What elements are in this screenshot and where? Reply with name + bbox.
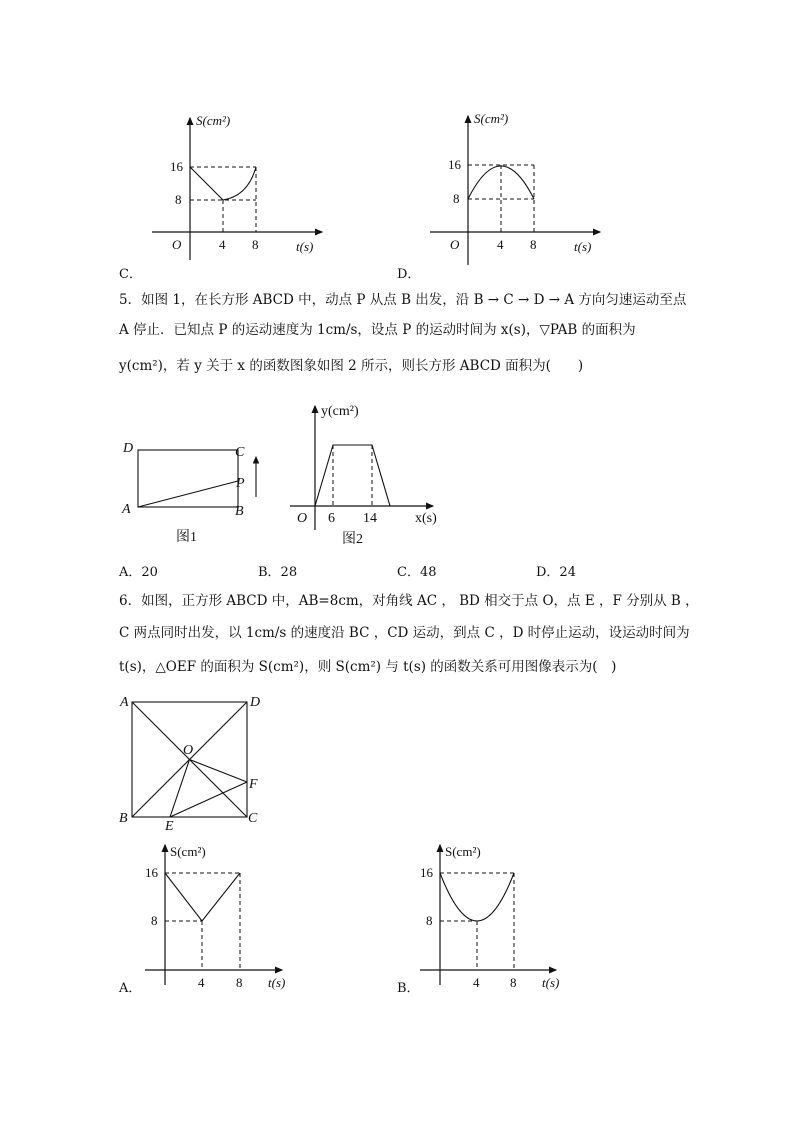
q5-line-3: y(cm²)，若 y 关于 x 的函数图象如图 2 所示，则长方形 ABCD 面积为( )	[119, 358, 584, 374]
x-tick-4: 4	[473, 975, 480, 990]
y-tick-8: 8	[151, 913, 158, 928]
fig1-caption: 图1	[176, 530, 197, 545]
x-tick-4: 4	[198, 975, 205, 990]
y-axis-label: S(cm²)	[474, 111, 509, 126]
segment-oe	[170, 760, 190, 818]
origin-label: O	[297, 511, 308, 526]
y-tick-16: 16	[420, 865, 433, 880]
y-axis-label: S(cm²)	[170, 844, 206, 859]
y-tick-8: 8	[453, 191, 460, 206]
point-f: F	[249, 777, 258, 792]
segment-of	[190, 760, 248, 783]
x-axis-label: t(s)	[268, 975, 286, 990]
x-tick-8: 8	[510, 975, 517, 990]
x-axis-label: t(s)	[574, 239, 592, 254]
graph-option-c	[140, 110, 340, 270]
x-axis-label: t(s)	[296, 239, 314, 254]
y-axis-label: S(cm²)	[445, 844, 481, 859]
y-axis-label: S(cm²)	[196, 113, 231, 128]
x-tick-8: 8	[252, 237, 259, 252]
q6-line-1: 6．如图，正方形 ABCD 中，AB=8cm，对角线 AC ， BD 相交于点 O，点 E ，F 分别从 B ，	[119, 593, 699, 609]
vertex-c: C	[235, 445, 245, 460]
q5-option-a[interactable]: A．20	[119, 565, 158, 580]
vertex-b: B	[119, 811, 128, 826]
option-d-label: D．	[397, 267, 421, 282]
option-c-label: C．	[119, 267, 142, 282]
q6-option-a-label[interactable]: A．	[119, 981, 142, 996]
curve-segment-1	[190, 167, 223, 200]
q5-option-b[interactable]: B．28	[258, 565, 298, 580]
x-tick-8: 8	[236, 975, 243, 990]
x-tick-6: 6	[328, 511, 335, 526]
curve-segment-2	[223, 167, 256, 200]
q5-figure-1	[118, 435, 268, 545]
q6-graph-option-a	[140, 840, 320, 990]
vertex-c: C	[248, 811, 258, 826]
x-tick-4: 4	[219, 237, 226, 252]
q5-option-d[interactable]: D．24	[536, 565, 576, 580]
x-axis-label: x(s)	[415, 511, 437, 526]
q5-line-2: A 停止．已知点 P 的运动速度为 1cm/s，设点 P 的运动时间为 x(s)，▽PAB 的面积为	[119, 322, 636, 338]
q6-line-3: t(s)，△OEF 的面积为 S(cm²)，则 S(cm²) 与 t(s) 的函数关系可用图像表示为( )	[119, 659, 617, 675]
y-tick-8: 8	[175, 192, 182, 207]
x-axis-label: t(s)	[542, 975, 560, 990]
x-tick-14: 14	[363, 511, 377, 526]
x-tick-4: 4	[497, 237, 504, 252]
vertex-b: B	[235, 504, 244, 519]
y-tick-16: 16	[145, 865, 158, 880]
q5-line-1: 5．如图 1，在长方形 ABCD 中，动点 P 从点 B 出发，沿 B → C → D → A 方向匀速运动至点	[119, 292, 687, 308]
y-tick-16: 16	[448, 157, 461, 172]
vertex-a: A	[120, 695, 129, 710]
v-shape-graph	[165, 873, 240, 921]
origin-label: O	[172, 237, 182, 252]
vertex-d: D	[123, 441, 134, 456]
y-tick-16: 16	[170, 159, 183, 174]
point-p: P	[236, 476, 245, 491]
vertex-d: D	[250, 695, 261, 710]
rectangle-abcd	[138, 450, 238, 507]
q6-square-figure	[115, 690, 275, 834]
q6-graph-option-b	[410, 840, 590, 990]
q5-option-c[interactable]: C．48	[397, 565, 437, 580]
point-e: E	[165, 819, 174, 834]
parabola-graph	[440, 873, 514, 921]
trapezoid-graph	[315, 445, 390, 506]
q5-figure-2	[285, 400, 455, 550]
vertex-a: A	[122, 502, 131, 517]
q6-option-b-label[interactable]: B．	[397, 981, 420, 996]
fig2-caption: 图2	[342, 532, 363, 547]
y-tick-8: 8	[426, 913, 433, 928]
q6-line-2: C 两点同时出发，以 1cm/s 的速度沿 BC ，CD 运动，到点 C ，D 时停止运动，设运动时间为	[119, 625, 690, 641]
y-axis-label: y(cm²)	[321, 404, 359, 419]
segment-ef	[170, 782, 247, 817]
graph-option-d	[418, 110, 618, 270]
segment-ap	[138, 481, 238, 507]
point-o: O	[183, 743, 194, 758]
x-tick-8: 8	[530, 237, 537, 252]
origin-label: O	[450, 237, 460, 252]
